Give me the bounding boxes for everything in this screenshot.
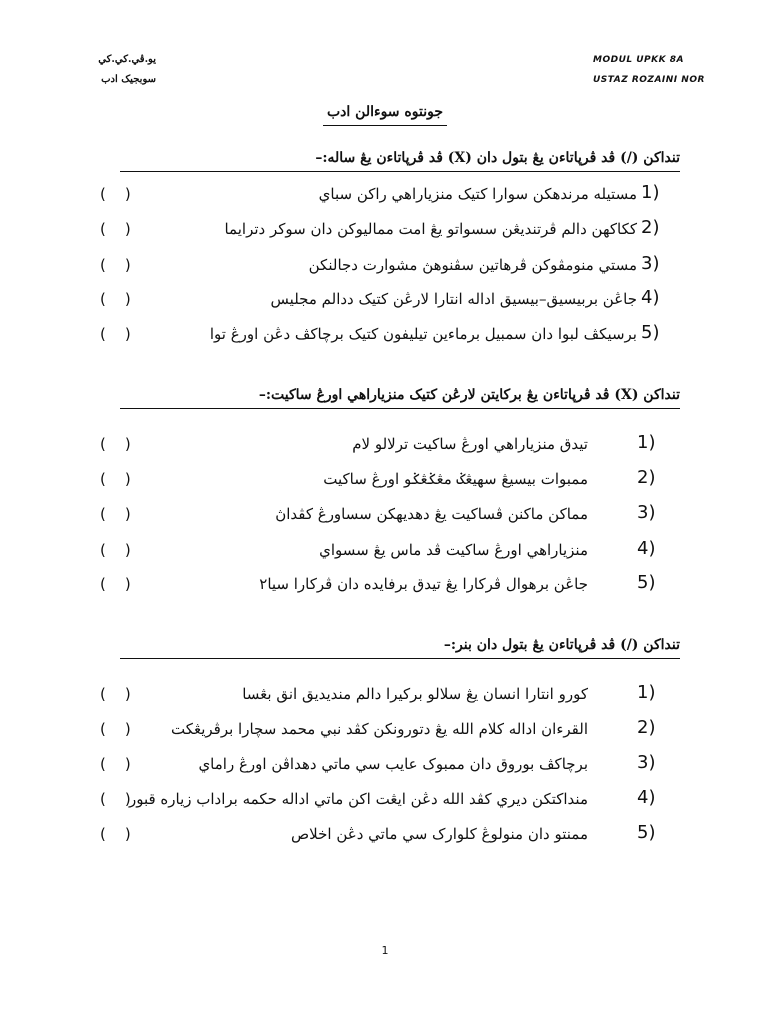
statement-text: ککاکهن دالم ڤرتنديڠن سسواتو يڠ امت مماليوکن دان سوکر دترايما [224, 220, 637, 238]
answer-bracket[interactable]: ( ) [100, 575, 131, 593]
item-number: 2) [641, 217, 660, 238]
section-1-item-3 [0, 251, 768, 279]
statement-text: ممبوات بيسيڠ سهيڠݢ مڠݢڠݢو اورڠ ساکيت [323, 470, 588, 488]
header-right-line1: MODUL UPKK 8A [593, 55, 684, 65]
answer-bracket[interactable]: ( ) [100, 720, 131, 738]
item-number: 4) [641, 287, 660, 308]
section-1-heading: تنداکن (/) ڤد ڤرپاتاءن يڠ بتول دان (X) ڤد ڤرپاتاءن يڠ ساله:– [120, 147, 680, 172]
answer-bracket[interactable]: ( ) [100, 325, 131, 343]
answer-bracket[interactable]: ( ) [100, 435, 131, 453]
statement-text: منداکتکن ديري کڤد الله دڠن ايڠت اکن ماتي اداله حکمه براداب زياره قبور [128, 790, 588, 808]
section-2-item-4 [0, 536, 768, 564]
header-left-line1: يو.ڤي.كي.کي [98, 54, 156, 65]
header-left-line2: سوبجيک ادب [101, 74, 156, 85]
section-2-heading: تنداکن (X) ڤد ڤرپاتاءن يڠ برکايتن لارڠن کتيک منزياراهي اورڠ ساکيت:– [120, 384, 680, 409]
section-1-item-1 [0, 180, 768, 208]
statement-text: برچاکڤ بوروق دان ممبوک عايب سي ماتي دهداڤن اورڠ راماي [198, 755, 588, 773]
section-2-item-3 [0, 500, 768, 528]
answer-bracket[interactable]: ( ) [100, 755, 131, 773]
answer-bracket[interactable]: ( ) [100, 685, 131, 703]
section-2-item-1 [0, 430, 768, 458]
statement-text: القرءان اداله کلام الله يڠ دتورونکن کڤد نبي محمد سچارا برڤريڠکت [170, 720, 588, 738]
answer-bracket[interactable]: ( ) [100, 470, 131, 488]
item-number: 1) [637, 682, 656, 703]
answer-bracket[interactable]: ( ) [100, 220, 131, 238]
section-3-item-5 [0, 820, 768, 848]
item-number: 3) [637, 752, 656, 773]
section-3-heading: تنداکن (/) ڤد ڤرپاتاءن يڠ بتول دان بنر:– [120, 634, 680, 659]
section-1-item-4 [0, 285, 768, 313]
answer-bracket[interactable]: ( ) [100, 185, 131, 203]
item-number: 5) [641, 322, 660, 343]
section-1-item-2 [0, 215, 768, 243]
section-1-item-5 [0, 320, 768, 348]
statement-text: مستيله مرندهکن سوارا کتيک منزياراهي راکن سباي [318, 185, 637, 203]
item-number: 1) [637, 432, 656, 453]
section-3-item-4 [0, 785, 768, 813]
header-right-line2: USTAZ ROZAINI NOR [593, 75, 705, 85]
statement-text: تيدق منزياراهي اورڠ ساکيت ترلالو لام [352, 435, 588, 453]
statement-text: ممنتو دان منولوڠ کلوارک سي ماتي دڠن اخلاص [291, 825, 588, 843]
answer-bracket[interactable]: ( ) [100, 790, 131, 808]
section-2-item-2 [0, 465, 768, 493]
answer-bracket[interactable]: ( ) [100, 290, 131, 308]
statement-text: کورو انتارا انسان يڠ سلالو برکيرا دالم منديديق انق بڠسا [242, 685, 588, 703]
item-number: 3) [641, 253, 660, 274]
statement-text: جاڠن برهوال ڤرکارا يڠ تيدق برفايده دان ڤرکارا سيا٢ [259, 575, 588, 593]
section-3-item-2 [0, 715, 768, 743]
item-number: 5) [637, 822, 656, 843]
section-2-item-5 [0, 570, 768, 598]
item-number: 1) [641, 182, 660, 203]
item-number: 3) [637, 502, 656, 523]
item-number: 2) [637, 467, 656, 488]
page-title: جونتوه سوءالن ادب [323, 101, 447, 126]
statement-text: منزياراهي اورڠ ساکيت ڤد ماس يڠ سسواي [319, 541, 588, 559]
answer-bracket[interactable]: ( ) [100, 541, 131, 559]
item-number: 5) [637, 572, 656, 593]
answer-bracket[interactable]: ( ) [100, 256, 131, 274]
statement-text: مماکن ماکنن ڤساکيت يڠ دهديهکن سساورڠ کڤداڽ [275, 505, 588, 523]
statement-text: جاڠن بربيسيق–بيسيق اداله انتارا لارڠن کتيک ددالم مجليس [270, 290, 637, 308]
statement-text: برسيکڤ لبوا دان سمبيل برماءين تيليفون کتيک برچاکڤ دڠن اورڠ توا [209, 325, 637, 343]
section-3-item-3 [0, 750, 768, 778]
header-left [92, 50, 156, 90]
header-right [593, 50, 723, 90]
item-number: 4) [637, 787, 656, 808]
item-number: 2) [637, 717, 656, 738]
section-3-item-1 [0, 680, 768, 708]
answer-bracket[interactable]: ( ) [100, 825, 131, 843]
item-number: 4) [637, 538, 656, 559]
page-number: 1 [381, 944, 389, 957]
answer-bracket[interactable]: ( ) [100, 505, 131, 523]
statement-text: مستي منومڤوکن ڤرهاتين سڤنوهڽ مشوارت دجالنکن [308, 256, 637, 274]
